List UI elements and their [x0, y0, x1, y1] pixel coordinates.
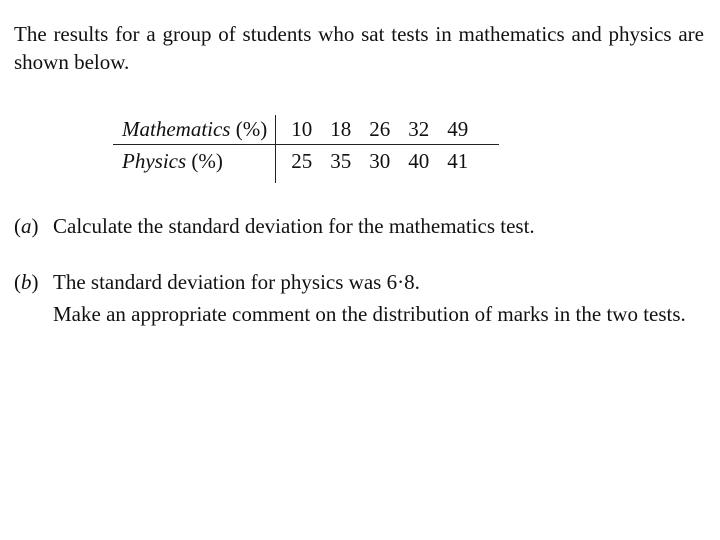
- row-label-mathematics: [113, 115, 276, 145]
- table-cell: 49: [438, 115, 477, 145]
- table-rule-extension: [477, 115, 499, 145]
- question-part-b: [14, 268, 704, 329]
- table-row-physics: [113, 145, 499, 184]
- table-cell: 32: [399, 115, 438, 145]
- part-instruction: Calculate the standard deviation for the mathematics test.: [53, 214, 535, 238]
- part-text: [53, 212, 704, 241]
- table-spacer: [477, 145, 499, 184]
- table-cell: 18: [321, 115, 360, 145]
- part-statement: The standard deviation for physics was 6·8.: [53, 270, 420, 294]
- table-cell: 40: [408, 149, 430, 173]
- subject-unit: (%): [235, 117, 268, 141]
- table-cell: 26: [360, 115, 399, 145]
- results-table: [113, 115, 499, 183]
- part-label: (b): [14, 270, 39, 294]
- table-cell: 41: [447, 149, 469, 173]
- subject-unit: (%): [191, 149, 223, 173]
- part-label: (a): [14, 214, 39, 238]
- table-cell: 10: [276, 115, 322, 145]
- table-cell: 30: [369, 149, 391, 173]
- subject-name: Physics: [122, 149, 187, 173]
- table-cell: 25: [291, 149, 313, 173]
- row-label-physics: [113, 145, 276, 184]
- question-part-a: [14, 212, 704, 241]
- subject-name: Mathematics: [122, 117, 231, 141]
- table-cell: 35: [330, 149, 352, 173]
- question-intro: The results for a group of students who sat tests in mathematics and physics are shown below.: [14, 22, 704, 74]
- table-row-mathematics: [113, 115, 499, 145]
- part-text: [53, 268, 704, 329]
- part-instruction: Make an appropriate comment on the distribution of marks in the two tests.: [53, 302, 686, 326]
